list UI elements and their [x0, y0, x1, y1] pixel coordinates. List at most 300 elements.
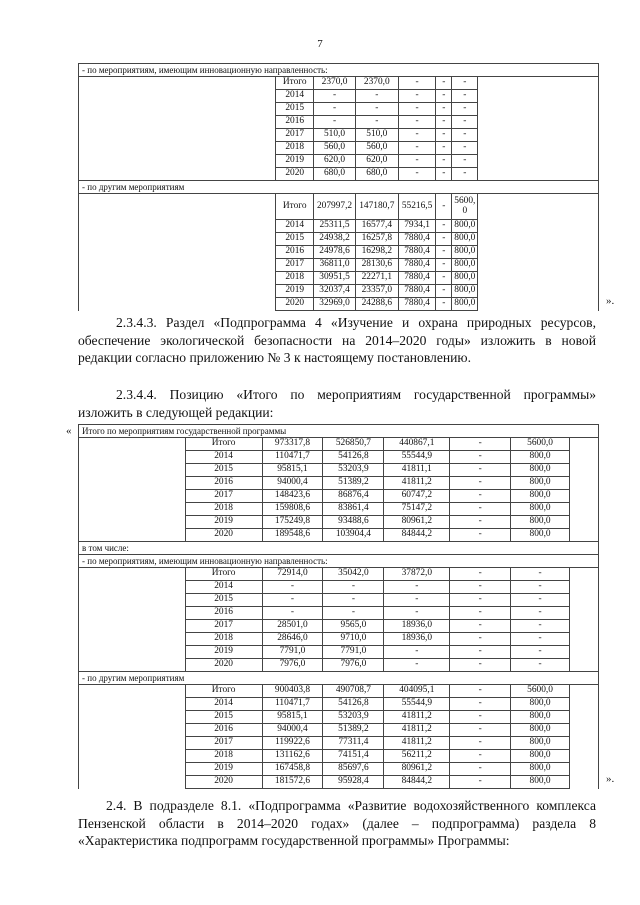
trailing-cell	[478, 116, 599, 129]
paragraph-2-3-4-4: 2.3.4.4. Позицию «Итого по мероприятиям государственной программы» изложить в следующей редакции:	[78, 387, 596, 420]
value-cell: 55544,9	[384, 698, 450, 711]
table-row	[79, 194, 599, 220]
indent-cell	[79, 529, 186, 542]
value-cell: 800,0	[511, 529, 570, 542]
section-header: - по мероприятиям, имеющим инновационную направленность:	[79, 64, 599, 77]
value-cell: -	[398, 129, 436, 142]
trailing-cell	[570, 438, 599, 451]
indent-cell	[79, 737, 186, 750]
year-cell: 2016	[185, 477, 262, 490]
table-row	[79, 685, 599, 698]
table-row	[79, 103, 599, 116]
table-row	[79, 750, 599, 763]
value-cell: -	[450, 451, 511, 464]
value-cell: -	[355, 90, 398, 103]
value-cell: -	[450, 503, 511, 516]
table-row	[79, 711, 599, 724]
value-cell: 9565,0	[323, 620, 384, 633]
value-cell: 9710,0	[323, 633, 384, 646]
value-cell: -	[450, 633, 511, 646]
section-header: в том числе:	[79, 542, 599, 555]
value-cell: -	[436, 168, 452, 181]
indent-cell	[79, 568, 186, 581]
table-row	[79, 737, 599, 750]
value-cell: 526850,7	[323, 438, 384, 451]
trailing-cell	[478, 272, 599, 285]
value-cell: -	[384, 581, 450, 594]
table-row	[79, 155, 599, 168]
table-row	[79, 246, 599, 259]
year-cell: Итого	[185, 568, 262, 581]
value-cell: 51389,2	[323, 477, 384, 490]
value-cell: 148423,6	[262, 490, 323, 503]
value-cell: -	[436, 103, 452, 116]
value-cell: 800,0	[511, 750, 570, 763]
value-cell: 53203,9	[323, 464, 384, 477]
table-row	[79, 451, 599, 464]
value-cell: -	[450, 620, 511, 633]
trailing-cell	[570, 724, 599, 737]
indent-cell	[79, 477, 186, 490]
value-cell: 41811,1	[384, 464, 450, 477]
table-row	[79, 633, 599, 646]
value-cell: 800,0	[452, 285, 478, 298]
value-cell: 24938,2	[314, 233, 356, 246]
indent-cell	[79, 103, 276, 116]
trailing-cell	[570, 633, 599, 646]
trailing-cell	[570, 607, 599, 620]
value-cell: 189548,6	[262, 529, 323, 542]
value-cell: -	[323, 594, 384, 607]
section-header-row	[79, 555, 599, 568]
value-cell: 175249,8	[262, 516, 323, 529]
value-cell: -	[450, 750, 511, 763]
trailing-cell	[570, 646, 599, 659]
indent-cell	[79, 438, 186, 451]
year-cell: 2018	[276, 142, 314, 155]
table-row	[79, 698, 599, 711]
year-cell: 2019	[185, 646, 262, 659]
value-cell: 95815,1	[262, 464, 323, 477]
year-cell: 2016	[185, 724, 262, 737]
value-cell: -	[384, 607, 450, 620]
indent-cell	[79, 659, 186, 672]
value-cell: -	[450, 685, 511, 698]
value-cell: -	[450, 516, 511, 529]
section-header-row	[79, 425, 599, 438]
value-cell: 800,0	[452, 259, 478, 272]
trailing-cell	[570, 516, 599, 529]
value-cell: -	[450, 607, 511, 620]
value-cell: -	[314, 103, 356, 116]
value-cell: 32037,4	[314, 285, 356, 298]
trailing-cell	[570, 620, 599, 633]
value-cell: -	[450, 490, 511, 503]
table-row	[79, 259, 599, 272]
trailing-cell	[478, 142, 599, 155]
value-cell: 973317,8	[262, 438, 323, 451]
indent-cell	[79, 298, 276, 311]
value-cell: 7976,0	[323, 659, 384, 672]
trailing-cell	[478, 155, 599, 168]
value-cell: 7880,4	[398, 298, 436, 311]
value-cell: -	[450, 659, 511, 672]
year-cell: 2015	[185, 594, 262, 607]
value-cell: 5600,0	[511, 685, 570, 698]
value-cell: 103904,4	[323, 529, 384, 542]
year-cell: 2014	[185, 698, 262, 711]
value-cell: 56211,2	[384, 750, 450, 763]
indent-cell	[79, 220, 276, 233]
value-cell: 18936,0	[384, 620, 450, 633]
trailing-cell	[570, 581, 599, 594]
indent-cell	[79, 516, 186, 529]
trailing-cell	[570, 503, 599, 516]
indent-cell	[79, 90, 276, 103]
value-cell: 60747,2	[384, 490, 450, 503]
value-cell: 75147,2	[384, 503, 450, 516]
value-cell: 800,0	[452, 246, 478, 259]
value-cell: 800,0	[511, 503, 570, 516]
value-cell: -	[355, 116, 398, 129]
value-cell: -	[398, 116, 436, 129]
value-cell: -	[355, 103, 398, 116]
value-cell: 37872,0	[384, 568, 450, 581]
table-row	[79, 529, 599, 542]
year-cell: 2015	[276, 103, 314, 116]
value-cell: -	[511, 659, 570, 672]
indent-cell	[79, 259, 276, 272]
year-cell: 2018	[185, 750, 262, 763]
section-header-row	[79, 542, 599, 555]
value-cell: -	[452, 142, 478, 155]
value-cell: -	[450, 724, 511, 737]
indent-cell	[79, 646, 186, 659]
value-cell: 7934,1	[398, 220, 436, 233]
table-row	[79, 581, 599, 594]
value-cell: -	[436, 272, 452, 285]
section-header: - по мероприятиям, имеющим инновационную направленность:	[79, 555, 599, 568]
value-cell: -	[450, 763, 511, 776]
table1-close-quote: ».	[606, 295, 615, 307]
table-row	[79, 659, 599, 672]
value-cell: 83861,4	[323, 503, 384, 516]
value-cell: -	[398, 103, 436, 116]
indent-cell	[79, 155, 276, 168]
trailing-cell	[570, 763, 599, 776]
value-cell: -	[436, 298, 452, 311]
value-cell: -	[450, 646, 511, 659]
trailing-cell	[478, 259, 599, 272]
value-cell: 510,0	[314, 129, 356, 142]
indent-cell	[79, 607, 186, 620]
year-cell: 2014	[185, 581, 262, 594]
value-cell: 53203,9	[323, 711, 384, 724]
year-cell: 2019	[185, 763, 262, 776]
value-cell: 800,0	[452, 272, 478, 285]
year-cell: Итого	[276, 194, 314, 220]
year-cell: 2018	[185, 633, 262, 646]
value-cell: -	[436, 194, 452, 220]
value-cell: 2370,0	[355, 77, 398, 90]
table-row	[79, 724, 599, 737]
trailing-cell	[478, 298, 599, 311]
value-cell: 85697,6	[323, 763, 384, 776]
year-cell: 2017	[276, 129, 314, 142]
value-cell: -	[436, 116, 452, 129]
table-row	[79, 168, 599, 181]
value-cell: 18936,0	[384, 633, 450, 646]
value-cell: -	[323, 607, 384, 620]
funding-table-1	[78, 63, 599, 311]
year-cell: 2018	[276, 272, 314, 285]
value-cell: 680,0	[355, 168, 398, 181]
value-cell: 167458,8	[262, 763, 323, 776]
year-cell: 2017	[185, 620, 262, 633]
value-cell: 800,0	[511, 711, 570, 724]
trailing-cell	[570, 776, 599, 789]
value-cell: -	[452, 77, 478, 90]
trailing-cell	[478, 90, 599, 103]
value-cell: 159808,6	[262, 503, 323, 516]
value-cell: 80961,2	[384, 763, 450, 776]
value-cell: -	[450, 581, 511, 594]
indent-cell	[79, 451, 186, 464]
indent-cell	[79, 503, 186, 516]
paragraph-2-3-4-3: 2.3.4.3. Раздел «Подпрограмма 4 «Изучение и охрана природных ресурсов, обеспечение экологической безопасности на 2014–2020 годы» изложить в новой редакции согласно приложению № 3 к настоящему постановлению.	[78, 315, 596, 366]
table-row	[79, 272, 599, 285]
year-cell: 2019	[276, 285, 314, 298]
value-cell: 7976,0	[262, 659, 323, 672]
value-cell: -	[436, 90, 452, 103]
trailing-cell	[570, 711, 599, 724]
trailing-cell	[570, 685, 599, 698]
value-cell: 800,0	[511, 464, 570, 477]
value-cell: 800,0	[511, 698, 570, 711]
indent-cell	[79, 594, 186, 607]
value-cell: -	[452, 155, 478, 168]
value-cell: 800,0	[511, 737, 570, 750]
value-cell: 131162,6	[262, 750, 323, 763]
year-cell: 2017	[185, 490, 262, 503]
table-row	[79, 763, 599, 776]
indent-cell	[79, 685, 186, 698]
value-cell: -	[436, 233, 452, 246]
indent-cell	[79, 633, 186, 646]
indent-cell	[79, 142, 276, 155]
value-cell: -	[436, 285, 452, 298]
table2-close-quote: ».	[606, 773, 615, 785]
value-cell: 41811,2	[384, 724, 450, 737]
value-cell: 119922,6	[262, 737, 323, 750]
value-cell: 7880,4	[398, 233, 436, 246]
indent-cell	[79, 285, 276, 298]
value-cell: 28501,0	[262, 620, 323, 633]
value-cell: -	[450, 711, 511, 724]
value-cell: 93488,6	[323, 516, 384, 529]
value-cell: 16298,2	[355, 246, 398, 259]
section-header-row	[79, 672, 599, 685]
value-cell: 900403,8	[262, 685, 323, 698]
trailing-cell	[478, 103, 599, 116]
value-cell: -	[323, 581, 384, 594]
value-cell: -	[262, 607, 323, 620]
value-cell: 7880,4	[398, 259, 436, 272]
year-cell: 2020	[276, 168, 314, 181]
value-cell: 24978,6	[314, 246, 356, 259]
value-cell: -	[450, 594, 511, 607]
year-cell: 2020	[185, 776, 262, 789]
year-cell: 2016	[185, 607, 262, 620]
trailing-cell	[570, 529, 599, 542]
value-cell: 7880,4	[398, 272, 436, 285]
year-cell: 2020	[276, 298, 314, 311]
indent-cell	[79, 698, 186, 711]
value-cell: -	[452, 129, 478, 142]
value-cell: -	[398, 77, 436, 90]
table-row	[79, 129, 599, 142]
value-cell: -	[436, 220, 452, 233]
trailing-cell	[570, 451, 599, 464]
value-cell: -	[511, 594, 570, 607]
table-row	[79, 490, 599, 503]
trailing-cell	[570, 464, 599, 477]
value-cell: 84844,2	[384, 529, 450, 542]
section-header-row	[79, 64, 599, 77]
value-cell: 36811,0	[314, 259, 356, 272]
trailing-cell	[478, 129, 599, 142]
indent-cell	[79, 711, 186, 724]
value-cell: -	[452, 103, 478, 116]
value-cell: 7880,4	[398, 285, 436, 298]
indent-cell	[79, 77, 276, 90]
value-cell: 7791,0	[262, 646, 323, 659]
value-cell: 800,0	[511, 451, 570, 464]
value-cell: 72914,0	[262, 568, 323, 581]
section-header: - по другим мероприятиям	[79, 672, 599, 685]
value-cell: 680,0	[314, 168, 356, 181]
value-cell: -	[384, 646, 450, 659]
value-cell: 5600,0	[452, 194, 478, 220]
trailing-cell	[570, 594, 599, 607]
value-cell: 147180,7	[355, 194, 398, 220]
value-cell: 23357,0	[355, 285, 398, 298]
value-cell: 16577,4	[355, 220, 398, 233]
value-cell: 95928,4	[323, 776, 384, 789]
table-row	[79, 438, 599, 451]
value-cell: 7791,0	[323, 646, 384, 659]
table-row	[79, 607, 599, 620]
value-cell: -	[450, 737, 511, 750]
value-cell: -	[511, 646, 570, 659]
year-cell: 2016	[276, 116, 314, 129]
value-cell: -	[450, 776, 511, 789]
value-cell: 94000,4	[262, 724, 323, 737]
section-header-row	[79, 181, 599, 194]
value-cell: 510,0	[355, 129, 398, 142]
value-cell: 181572,6	[262, 776, 323, 789]
value-cell: -	[452, 116, 478, 129]
year-cell: 2017	[185, 737, 262, 750]
value-cell: 620,0	[314, 155, 356, 168]
indent-cell	[79, 168, 276, 181]
value-cell: -	[436, 77, 452, 90]
value-cell: 54126,8	[323, 451, 384, 464]
table-row	[79, 90, 599, 103]
trailing-cell	[478, 194, 599, 220]
year-cell: 2014	[276, 220, 314, 233]
table-row	[79, 646, 599, 659]
value-cell: -	[384, 659, 450, 672]
value-cell: 32969,0	[314, 298, 356, 311]
table2-open-quote: «	[66, 425, 72, 437]
indent-cell	[79, 246, 276, 259]
indent-cell	[79, 116, 276, 129]
value-cell: -	[436, 259, 452, 272]
value-cell: 2370,0	[314, 77, 356, 90]
table-row	[79, 477, 599, 490]
value-cell: -	[262, 581, 323, 594]
value-cell: 77311,4	[323, 737, 384, 750]
value-cell: -	[450, 438, 511, 451]
value-cell: -	[262, 594, 323, 607]
table-row	[79, 620, 599, 633]
section-header: Итого по мероприятиям государственной программы	[79, 425, 599, 438]
value-cell: 41811,2	[384, 737, 450, 750]
value-cell: 440867,1	[384, 438, 450, 451]
value-cell: -	[452, 90, 478, 103]
indent-cell	[79, 464, 186, 477]
value-cell: 620,0	[355, 155, 398, 168]
value-cell: -	[436, 155, 452, 168]
indent-cell	[79, 233, 276, 246]
value-cell: -	[511, 568, 570, 581]
year-cell: Итого	[185, 438, 262, 451]
value-cell: 800,0	[511, 724, 570, 737]
value-cell: 207997,2	[314, 194, 356, 220]
year-cell: 2020	[185, 659, 262, 672]
value-cell: -	[511, 620, 570, 633]
table-row	[79, 77, 599, 90]
page-number: 7	[317, 38, 323, 50]
trailing-cell	[570, 477, 599, 490]
trailing-cell	[478, 77, 599, 90]
value-cell: 16257,8	[355, 233, 398, 246]
value-cell: 800,0	[511, 776, 570, 789]
value-cell: -	[398, 155, 436, 168]
value-cell: 74151,4	[323, 750, 384, 763]
value-cell: -	[450, 698, 511, 711]
trailing-cell	[570, 750, 599, 763]
value-cell: 25311,5	[314, 220, 356, 233]
table-row	[79, 568, 599, 581]
value-cell: 404095,1	[384, 685, 450, 698]
trailing-cell	[478, 168, 599, 181]
value-cell: 110471,7	[262, 451, 323, 464]
trailing-cell	[478, 233, 599, 246]
indent-cell	[79, 776, 186, 789]
table-row	[79, 464, 599, 477]
year-cell: Итого	[276, 77, 314, 90]
trailing-cell	[478, 246, 599, 259]
value-cell: -	[398, 142, 436, 155]
value-cell: -	[436, 246, 452, 259]
value-cell: -	[314, 116, 356, 129]
value-cell: -	[398, 168, 436, 181]
value-cell: 30951,5	[314, 272, 356, 285]
year-cell: 2019	[185, 516, 262, 529]
year-cell: 2020	[185, 529, 262, 542]
